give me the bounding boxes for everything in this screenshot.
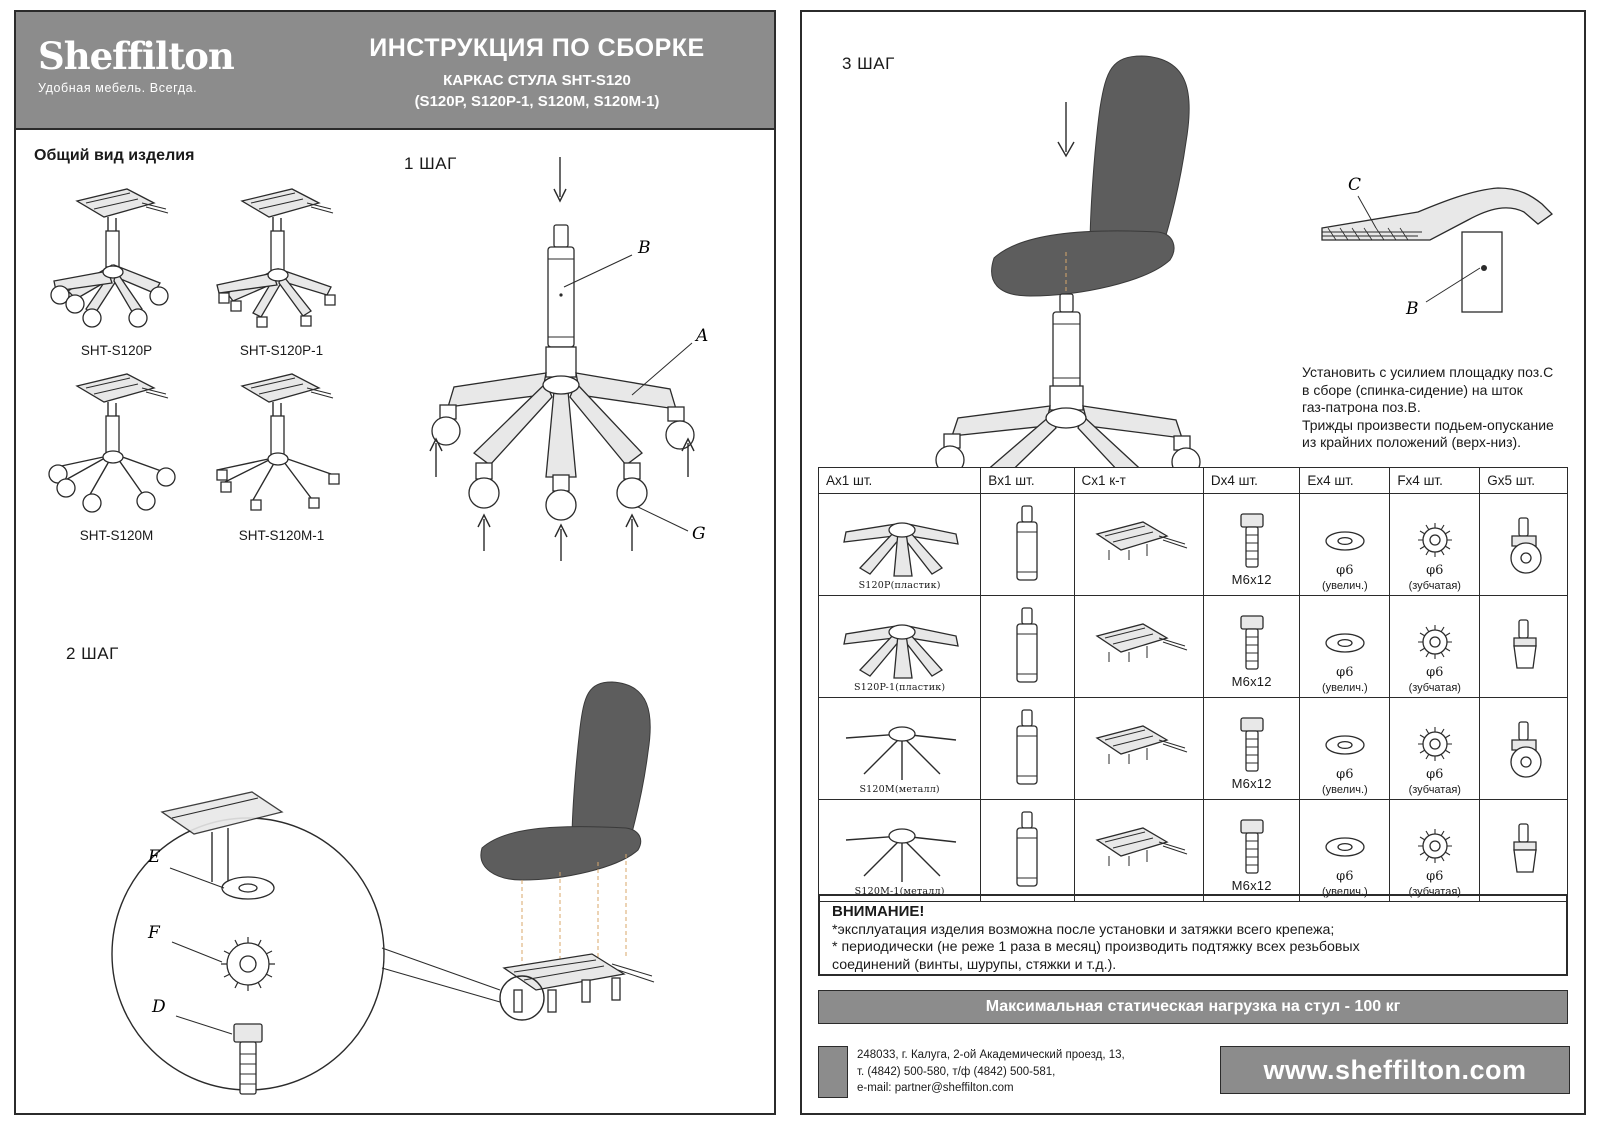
bolt-caption: M6x12 [1231,776,1272,791]
base-caption: S120M-1(металл) [854,886,945,897]
cell-plate [1074,698,1203,800]
washer-caption: (увелич.) [1322,682,1368,694]
label-a: A [696,326,709,346]
bolt-caption: M6x12 [1231,674,1272,689]
washer-phi: φ6 [1336,665,1354,680]
chair-base-illustration [207,358,357,518]
cell-castor [1480,494,1568,596]
max-load-banner: Максимальная статическая нагрузка на стул - 100 кг [818,990,1568,1024]
model-item [199,173,364,358]
overview-grid [34,173,364,543]
col-f: Fx4 шт. [1390,468,1480,494]
cell-toothed-washer [1390,494,1480,596]
washer-caption: (увелич.) [1322,580,1368,592]
label-g: G [692,524,706,544]
cell-washer [1300,698,1390,800]
cell-gaslift [981,494,1074,596]
castor-icon [1498,818,1550,884]
brand-logo [38,34,234,95]
model-name: SHT-S120M-1 [238,528,325,543]
cell-gaslift [981,800,1074,902]
base-icon [830,506,970,584]
seat-plate-icon [1085,612,1193,682]
cell-bolt [1203,800,1300,902]
table-row [819,494,1568,596]
model-name: SHT-S120P [80,343,153,358]
parts-table [818,467,1568,902]
washer-icon [1318,728,1372,762]
logo-tagline: Удобная мебель. Всегда. [38,81,198,95]
washer-icon [1318,524,1372,558]
toothed-phi: φ6 [1426,767,1444,782]
washer-phi: φ6 [1336,563,1354,578]
col-c: Cx1 к-т [1074,468,1203,494]
cell-bolt [1203,494,1300,596]
label-e: E [148,847,161,867]
bolt-icon [1235,714,1269,778]
washer-icon [1318,626,1372,660]
cell-bolt [1203,698,1300,800]
table-header-row [819,468,1568,494]
gas-lift-icon [1007,604,1047,690]
cell-toothed-washer [1390,596,1480,698]
label-f: F [148,923,160,943]
washer-phi: φ6 [1336,767,1354,782]
col-g: Gx5 шт. [1480,468,1568,494]
washer-phi: φ6 [1336,869,1354,884]
left-panel [14,10,776,1115]
castor-icon [1498,614,1550,680]
base-icon [830,812,970,890]
bolt-icon [1235,612,1269,676]
cell-plate [1074,800,1203,902]
header-band [16,12,774,130]
toothed-washer-icon [1411,828,1459,866]
washer-caption: (увелич.) [1322,784,1368,796]
col-e: Ex4 шт. [1300,468,1390,494]
seat-plate-icon [1085,714,1193,784]
base-caption: S120P-1(пластик) [854,682,946,693]
toothed-caption: (зубчатая) [1408,886,1461,898]
note-line: в сборе (спинка-сидение) на шток [1302,381,1523,398]
chair-base-illustration [42,173,192,333]
castor-icon [1498,512,1550,578]
note-line: Трижды произвести подьем-опускание [1302,416,1554,433]
base-caption: S120M(металл) [859,784,940,795]
cell-base [819,800,981,902]
toothed-caption: (зубчатая) [1408,682,1461,694]
address-line-2: т. (4842) 500-580, т/ф (4842) 500-581, [857,1065,1056,1078]
step-3-detail-illustration [1302,162,1572,342]
toothed-washer-icon [1411,522,1459,560]
step-3-title: 3 ШАГ [842,54,895,73]
address-line-3: e-mail: partner@sheffilton.com [857,1082,1014,1095]
logo-text: Sheffilton [38,34,234,78]
castor-icon [1498,716,1550,782]
step-1-title: 1 ШАГ [404,154,457,173]
seat-plate-icon [1085,816,1193,886]
right-panel [800,10,1586,1115]
bolt-icon [1235,510,1269,574]
note-line: Установить с усилием площадку поз.С [1302,364,1554,380]
note-line: газ-патрона поз.В. [1302,399,1421,415]
base-caption: S120P(пластик) [858,580,941,591]
toothed-phi: φ6 [1426,665,1444,680]
gas-lift-icon [1007,808,1047,894]
cell-plate [1074,494,1203,596]
gas-lift-icon [1007,502,1047,588]
step-2-title: 2 ШАГ [66,644,119,663]
chair-base-illustration [42,358,192,518]
table-row [819,698,1568,800]
note-line: из крайних положений (верх-низ). [1302,434,1522,450]
table-row [819,800,1568,902]
cell-base [819,494,981,596]
col-d: Dx4 шт. [1203,468,1300,494]
cell-gaslift [981,596,1074,698]
step-2-illustration [52,672,762,1112]
address-line-1: 248033, г. Калуга, 2-ой Академический проезд, 13, [857,1048,1125,1061]
bolt-caption: M6x12 [1231,878,1272,893]
cell-washer [1300,596,1390,698]
cell-toothed-washer [1390,800,1480,902]
base-icon [830,608,970,686]
toothed-washer-icon [1411,726,1459,764]
attention-line-2: * периодически (не реже 1 раза в месяц) производить подтяжку всех резьбовых [832,939,1360,956]
attention-line-3: соединений (винты, шурупы, стяжки и т.д.). [832,956,1117,973]
model-name: SHT-S120M [79,528,154,543]
cell-castor [1480,800,1568,902]
washer-caption: (увелич.) [1322,886,1368,898]
model-item [34,173,199,358]
bolt-caption: M6x12 [1231,572,1272,587]
step-1-illustration [396,147,776,587]
toothed-caption: (зубчатая) [1408,580,1461,592]
address-lines [857,1047,1125,1097]
cell-castor [1480,596,1568,698]
overview-section [34,147,364,543]
washer-icon [1318,830,1372,864]
attention-line-1: *эксплуатация изделия возможна после установки и затяжки всего крепежа; [832,922,1335,938]
address-swatch [818,1046,848,1098]
cell-castor [1480,698,1568,800]
toothed-washer-icon [1411,624,1459,662]
model-item [34,358,199,543]
label-b-detail: B [1406,299,1419,319]
toothed-phi: φ6 [1426,563,1444,578]
cell-base [819,596,981,698]
base-icon [830,710,970,788]
label-b: B [638,238,651,258]
cell-washer [1300,494,1390,596]
model-name: SHT-S120P-1 [239,343,324,358]
bolt-icon [1235,816,1269,880]
label-c: C [1348,175,1362,195]
cell-base [819,698,981,800]
document-title [322,34,752,110]
cell-washer [1300,800,1390,902]
seat-plate-icon [1085,510,1193,580]
title-line-2: КАРКАС СТУЛА SHT-S120 [443,72,631,89]
cell-toothed-washer [1390,698,1480,800]
company-address [818,1042,1218,1102]
gas-lift-icon [1007,706,1047,792]
toothed-caption: (зубчатая) [1408,784,1461,796]
model-item [199,358,364,543]
attention-box [818,894,1568,976]
cell-gaslift [981,698,1074,800]
title-line-3: (S120P, S120P-1, S120M, S120M-1) [414,93,660,110]
overview-title: Общий вид изделия [34,147,195,164]
col-b: Bx1 шт. [981,468,1074,494]
step-3-illustration [902,42,1332,472]
table-row [819,596,1568,698]
label-d: D [152,997,166,1017]
toothed-phi: φ6 [1426,869,1444,884]
cell-bolt [1203,596,1300,698]
step-3-note [1302,364,1582,452]
chair-base-illustration [207,173,357,333]
col-a: Ax1 шт. [819,468,981,494]
title-line-1: ИНСТРУКЦИЯ ПО СБОРКЕ [369,34,705,62]
attention-title: ВНИМАНИЕ! [832,903,925,920]
cell-plate [1074,596,1203,698]
website-banner: www.sheffilton.com [1220,1046,1570,1094]
